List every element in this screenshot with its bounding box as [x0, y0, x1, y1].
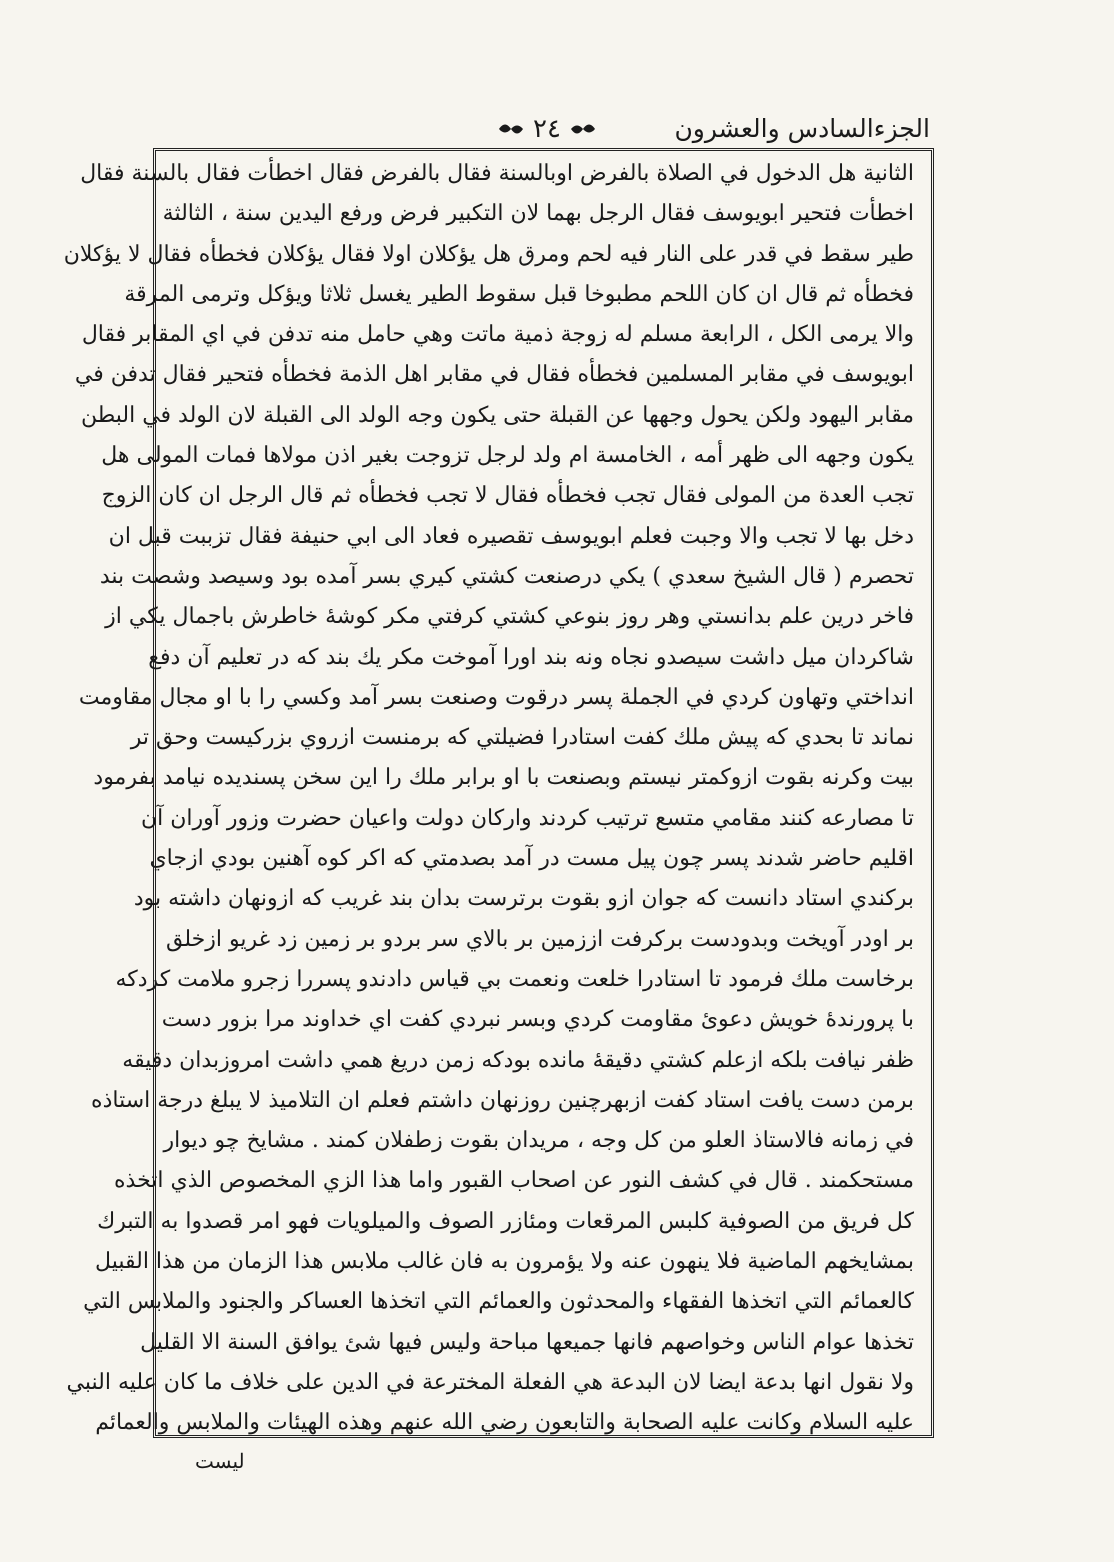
text-line: نماند تا بحدي كه پيش ملك كفت استادرا فضيلتي كه برمنست ازروي بزركيست وحق تر — [130, 725, 914, 751]
text-line: فخطأه ثم قال ان كان اللحم مطبوخا قبل سقوط الطير يغسل ثلاثا ويؤكل وترمى المرقة — [124, 281, 914, 307]
text-line: تا مصارعه كنند مقامي متسع ترتيب كردند واركان دولت واعيان حضرت وزور آوران آن — [140, 805, 914, 831]
text-line: برمن دست يافت استاد كفت ازبهرچنين روزنهان داشتم فعلم ان التلاميذ لا يبلغ درجة استاذه — [91, 1087, 914, 1113]
text-line: با پرورندهٔ خويش دعوئ مقاومت كردي وبسر نبردي كفت اي خداوند مرا بزور دست — [161, 1007, 914, 1033]
text-line: ولا نقول انها بدعة ايضا لان البدعة هي الفعلة المخترعة في الدين على خلاف ما كان عليه النبي — [66, 1369, 914, 1395]
page-header — [160, 112, 930, 146]
text-line: ظفر نيافت بلكه ازعلم كشتي دقيقهٔ مانده بودكه زمن دريغ همي داشت امروزبدان دقيقه — [122, 1047, 914, 1073]
text-line: برخاست ملك فرمود تا استادرا خلعت ونعمت بي قياس دادندو پسررا زجرو ملامت كردكه — [115, 966, 914, 992]
text-line: الثانية هل الدخول في الصلاة بالفرض اوبالسنة فقال بالفرض فقال اخطأت فقال بالسنة فقال — [80, 161, 914, 186]
text-line: تخذها عوام الناس وخواصهم فانها جميعها مباحة وليس فيها شئ يوافق السنة الا القليل — [140, 1329, 914, 1355]
text-line: شاكردان ميل داشت سيصدو نجاه ونه بند اورا آموخت مكر يك بند كه در تعليم آن دفع — [148, 644, 914, 670]
page-number-group — [472, 112, 622, 146]
text-line: طير سقط في قدر على النار فيه لحم ومرق هل يؤكلان اولا فقال يؤكلان فخطأه فقال لا يؤكلان — [63, 241, 914, 267]
running-title: الجزءالسادس والعشرون — [674, 114, 930, 143]
text-line: والا يرمى الكل ، الرابعة مسلم له زوجة ذمية ماتت وهي حامل منه تدفن في اي المقابر فقال — [81, 322, 914, 348]
text-line: تجب العدة من المولى فقال تجب فخطأه فقال لا تجب فخطأه ثم قال الرجل ان كان الزوج — [101, 483, 914, 509]
body-text — [63, 154, 914, 1444]
text-line: انداختي وتهاون كردي في الجملة پسر درقوت وصنعت بسر آمد وكسي را با او مجال مقاومت — [78, 684, 914, 710]
text-line: دخل بها لا تجب والا وجبت فعلم ابويوسف تقصيره فعاد الى ابي حنيفة فقال تزببت قبل ان — [108, 523, 914, 549]
text-line: بمشايخهم الماضية فلا ينهون عنه ولا يؤمرون به فان غالب ملابس هذا الزمان من هذا القبيل — [95, 1249, 914, 1275]
catchword: ليست — [195, 1449, 245, 1473]
text-line: مقابر اليهود ولكن يحول وجهها عن القبلة حتى يكون وجه الولد الى القبلة لان الولد في البطن — [80, 402, 914, 428]
text-line: مستحكمند . قال في كشف النور عن اصحاب القبور واما هذا الزي المخصوص الذي اتخذه — [114, 1168, 914, 1194]
right-ornament-icon — [569, 119, 597, 139]
text-line: بر اودر آويخت وبدودست بركرفت اززمين بر بالاي سر بردو بر زمين زد غريو ازخلق — [166, 926, 914, 952]
text-line: بيت وكرنه بقوت ازوكمتر نيستم وبصنعت با او برابر ملك را اين سخن پسنديده نيامد بفرمود — [93, 765, 914, 791]
text-line: عليه السلام وكانت عليه الصحابة والتابعون رضي الله عنهم وهذه الهيئات والملابس والعمائم — [95, 1410, 914, 1436]
text-line: يكون وجهه الى ظهر أمه ، الخامسة ام ولد لرجل تزوجت بغير اذن مولاها فمات المولى هل — [101, 443, 914, 469]
text-line: كل فريق من الصوفية كلبس المرقعات ومئازر الصوف والميلويات فهو امر قصدوا به التبرك — [97, 1208, 914, 1234]
text-line: في زمانه فالاستاذ العلو من كل وجه ، مريدان بقوت زطفلان كمند . مشايخ چو ديوار — [163, 1128, 914, 1154]
text-line: تحصرم ( قال الشيخ سعدي ) يكي درصنعت كشتي كيري بسر آمده بود وسيصد وشصت بند — [99, 563, 914, 589]
text-line: ابويوسف في مقابر المسلمين فخطأه فقال في مقابر اهل الذمة فخطأه فتحير فقال تدفن في — [74, 362, 914, 388]
text-line: بركندي استاد دانست كه جوان ازو بقوت برترست بدان بند غريب كه ازونهان داشته بود — [133, 886, 914, 912]
text-line: اقليم حاضر شدند پسر چون پيل مست در آمد بصدمتي كه اكر كوه آهنين بودي ازجاي — [149, 846, 914, 872]
text-line: كالعمائم التي اتخذها الفقهاء والمحدثون والعمائم التي اتخذها العساكر والجنود والملابس التي — [83, 1289, 914, 1315]
left-ornament-icon — [497, 119, 525, 139]
page-number: ٢٤ — [533, 114, 561, 144]
text-line: فاخر درين علم بدانستي وهر روز بنوعي كشتي كرفتي مكر كوشهٔ خاطرش باجمال يكي از — [105, 604, 914, 630]
text-line: اخطأت فتحير ابويوسف فقال الرجل بهما لان التكبير فرض ورفع اليدين سنة ، الثالثة — [162, 201, 914, 227]
